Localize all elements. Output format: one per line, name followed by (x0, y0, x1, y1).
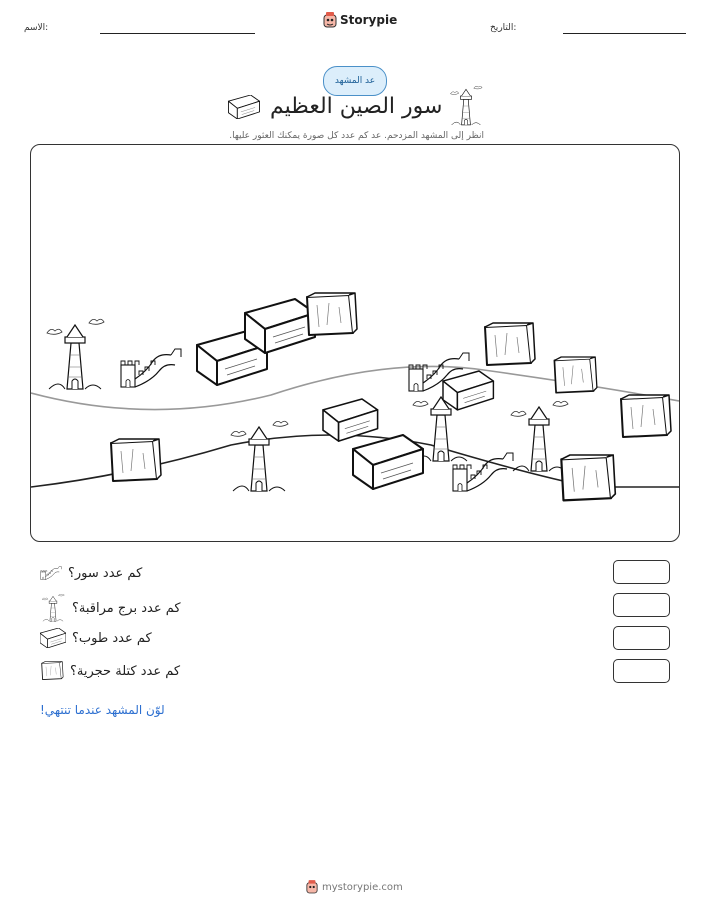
brick (353, 435, 423, 489)
brand-name: Storypie (340, 13, 398, 27)
great-wall (453, 453, 513, 491)
counting-scene (30, 144, 680, 542)
answer-box-stone-blocks[interactable] (613, 659, 670, 683)
watchtower (231, 421, 288, 491)
brick-icon (40, 628, 66, 648)
date-label: التاريخ: (490, 23, 517, 33)
stone-block-icon (40, 661, 64, 681)
brick (443, 371, 493, 410)
website-link[interactable]: mystorypie.com (322, 881, 403, 893)
storypie-mascot-icon (306, 880, 318, 894)
brick (245, 299, 315, 353)
scene-illustration (31, 145, 679, 541)
answer-box-towers[interactable] (613, 593, 670, 617)
stone-block (485, 323, 535, 365)
brick-icon (228, 95, 260, 119)
watchtower (47, 319, 104, 389)
answer-box-walls[interactable] (613, 560, 670, 584)
answer-box-bricks[interactable] (613, 626, 670, 650)
question-text: كم عدد برج مراقبة؟ (72, 600, 181, 616)
watchtower-icon (448, 86, 484, 126)
brand-logo (323, 12, 397, 28)
great-wall (121, 349, 181, 387)
question-walls (40, 562, 142, 584)
footer-brand (306, 880, 403, 894)
date-line[interactable] (563, 33, 686, 34)
brick (323, 399, 378, 441)
page-title: سور الصين العظيم (270, 94, 443, 119)
question-text: كم عدد طوب؟ (72, 630, 152, 646)
stone-block (621, 395, 671, 437)
storypie-mascot-icon (323, 12, 337, 28)
name-label: الاسم: (24, 23, 49, 33)
instructions: انظر إلى المشهد المزدحم. عد كم عدد كل صورة يمكنك العثور عليها. (229, 131, 484, 141)
watchtower (511, 401, 568, 471)
question-stone-blocks (40, 661, 180, 681)
question-text: كم عدد كتلة حجرية؟ (70, 663, 181, 679)
stone-block (554, 357, 597, 393)
name-line[interactable] (100, 33, 255, 34)
question-text: كم عدد سور؟ (68, 565, 143, 581)
question-towers (40, 594, 181, 622)
stone-block (307, 293, 357, 335)
stone-block (561, 455, 615, 500)
great-wall-icon (40, 562, 62, 584)
question-bricks (40, 628, 152, 648)
stone-block (111, 439, 161, 481)
watchtower-icon (40, 594, 66, 622)
activity-badge: عد المشهد (323, 66, 387, 96)
color-instruction: لوّن المشهد عندما تنتهي! (40, 703, 165, 717)
